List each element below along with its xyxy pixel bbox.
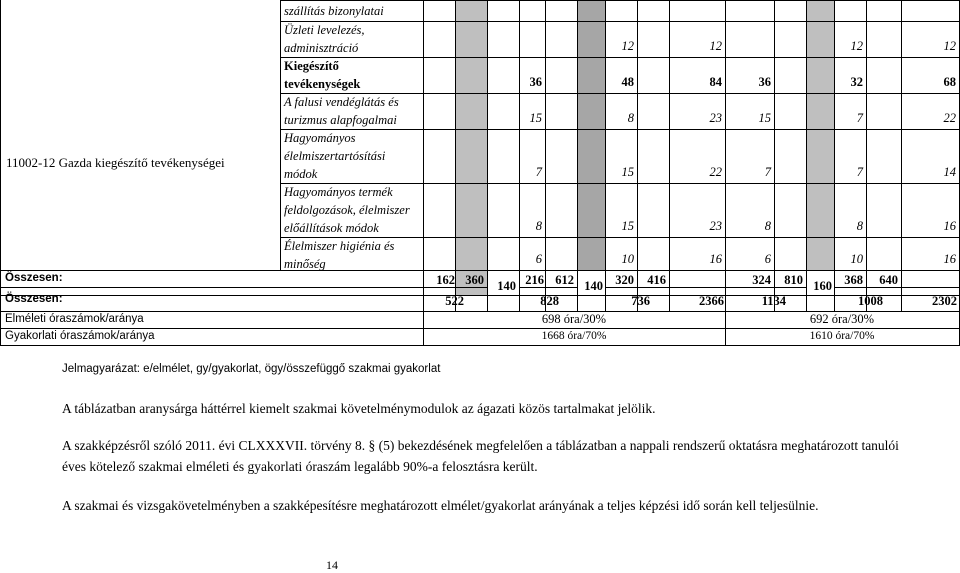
note-paragraph: A szakképzésről szóló 2011. évi CLXXXVII. törvény 8. § (5) bekezdésének megfelelően a táblázatban a nappali rendszerű oktatásra meghatározott tanulói éves kötelező szakmai elméleti és gyakorlati óraszám legalább 90%-a felosztásra került. [62, 438, 899, 474]
grid-line [280, 21, 960, 22]
row-value: 23 [709, 111, 722, 125]
summary-value: 828 [540, 294, 559, 308]
row-value: 10 [850, 252, 863, 266]
row-value: 15 [621, 165, 634, 179]
summary-value: 1008 [858, 294, 883, 308]
grid-line [487, 0, 488, 312]
row-value: 15 [529, 111, 542, 125]
row-value: 6 [535, 252, 542, 266]
theory-value: 698 óra/30% [541, 312, 607, 326]
row-value: 8 [627, 111, 634, 125]
summary-label: Összesen: [5, 272, 63, 284]
summary-value: 810 [784, 273, 803, 287]
row-value: 36 [758, 75, 771, 89]
row-value: 14 [943, 165, 956, 179]
summary-value: 2302 [932, 294, 957, 308]
grid-line [637, 0, 638, 312]
practice-value: 1668 óra/70% [541, 330, 607, 342]
summary-value: 162 [436, 273, 455, 287]
row-value: 16 [943, 219, 956, 233]
merged-value: 140 [584, 279, 603, 293]
row-value: 16 [709, 252, 722, 266]
row-value: 8 [535, 219, 542, 233]
summary-value: 368 [844, 273, 863, 287]
summary-value: 736 [631, 294, 650, 308]
row-label: Élelmiszer higiénia és minőség [284, 239, 395, 271]
theory-value: 692 óra/30% [809, 312, 875, 326]
row-value: 12 [621, 39, 634, 53]
row-value: 10 [621, 252, 634, 266]
grid-line [0, 295, 960, 296]
row-value: 12 [943, 39, 956, 53]
grid-line [577, 0, 578, 312]
row-value: 22 [943, 111, 956, 125]
merged-value: 140 [497, 279, 516, 293]
grid-line [0, 287, 487, 288]
summary-value: 324 [752, 273, 771, 287]
row-value: 12 [709, 39, 722, 53]
row-value: 12 [850, 39, 863, 53]
merged-value: 160 [813, 279, 832, 293]
summary-value: 360 [465, 273, 484, 287]
row-value: 8 [764, 219, 771, 233]
summary-value: 2366 [699, 294, 724, 308]
row-label: Üzleti levelezés, adminisztráció [284, 23, 365, 55]
grid-line [455, 0, 456, 312]
shaded-column [455, 0, 487, 295]
grid-line [901, 0, 902, 312]
row-value: 7 [856, 111, 863, 125]
summary-label: Összesen: [5, 293, 63, 305]
grid-line [0, 345, 960, 346]
row-value: 32 [850, 75, 863, 89]
note-paragraph: A szakmai és vizsgakövetelményben a szakképesítésre meghatározott elmélet/gyakorlat arányának a teljes képzési idő során kell teljesülnie. [62, 498, 819, 513]
theory-label: Elméleti óraszámok/aránya [5, 313, 144, 325]
summary-value: 416 [647, 273, 666, 287]
row-label: Hagyományos élelmiszertartósítási módok [284, 131, 386, 181]
row-value: 16 [943, 252, 956, 266]
grid-line [669, 0, 670, 312]
grid-line [280, 0, 960, 1]
summary-value: 612 [555, 273, 574, 287]
row-label: Kiegészítő tevékenységek [284, 59, 361, 91]
row-value: 68 [943, 75, 956, 89]
row-value: 7 [764, 165, 771, 179]
grid-line [280, 57, 960, 58]
page-number: 14 [326, 558, 338, 572]
row-label: A falusi vendéglátás és turizmus alapfogalmai [284, 95, 399, 127]
row-value: 15 [758, 111, 771, 125]
grid-line [0, 0, 1, 346]
row-value: 7 [535, 165, 542, 179]
row-value: 15 [621, 219, 634, 233]
summary-value: 320 [615, 273, 634, 287]
summary-value: 216 [525, 273, 544, 287]
row-value: 7 [856, 165, 863, 179]
grid-line [774, 0, 775, 312]
grid-line [280, 0, 281, 271]
legend-text: Jelmagyarázat: e/elmélet, gy/gyakorlat, ögy/összefüggő szakmai gyakorlat [62, 363, 441, 375]
row-value: 23 [709, 219, 722, 233]
row-value: 22 [709, 165, 722, 179]
summary-value: 640 [879, 273, 898, 287]
practice-value: 1610 óra/70% [809, 330, 875, 342]
grid-line [0, 328, 960, 329]
practice-label: Gyakorlati óraszámok/aránya [5, 330, 155, 342]
summary-value: 1134 [761, 294, 786, 308]
row-value: 84 [709, 75, 722, 89]
summary-value: 522 [445, 294, 464, 308]
row-value: 6 [764, 252, 771, 266]
row-label: szállítás bizonylatai [284, 4, 384, 18]
grid-line [545, 0, 546, 312]
row-value: 8 [856, 219, 863, 233]
grid-line [806, 0, 807, 312]
grid-line [866, 0, 867, 312]
row-label: Hagyományos termék feldolgozások, élelmiszer előállítások módok [284, 185, 410, 235]
note-paragraph: A táblázatban aranysárga háttérrel kiemelt szakmai követelménymodulok az ágazati közös tartalmakat jelölik. [62, 401, 656, 416]
grid-line [0, 270, 960, 271]
module-label: 11002-12 Gazda kiegészítő tevékenységei [6, 155, 225, 170]
row-value: 36 [529, 75, 542, 89]
row-value: 48 [621, 75, 634, 89]
